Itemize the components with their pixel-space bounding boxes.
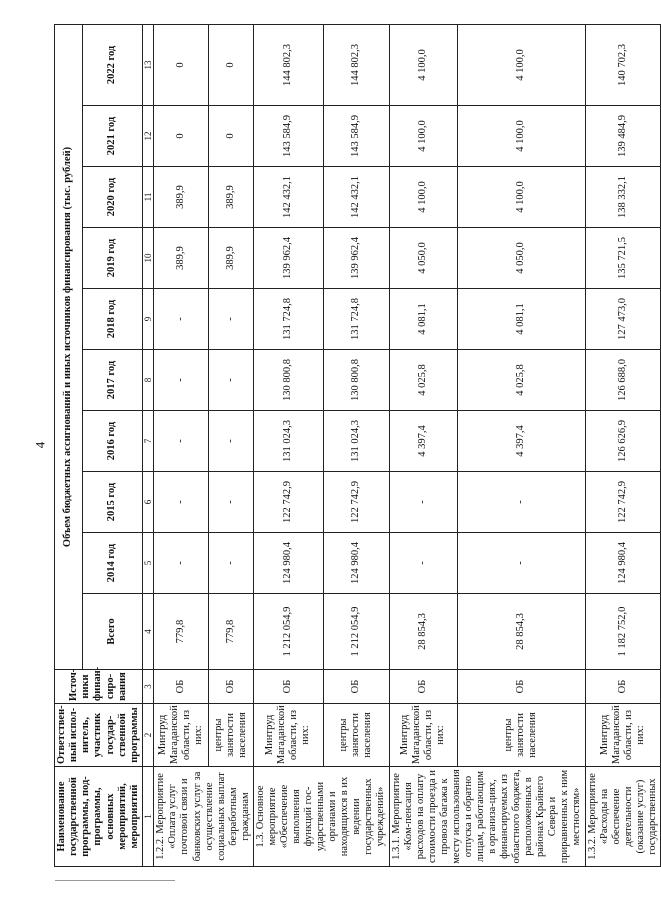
measure-name: 1.2.2. Мероприятие «Оплата услуг почтовой связи и банковских услуг за осуществление социальных выплат безработным гражданам xyxy=(154,767,254,867)
column-number: 9 xyxy=(143,289,154,350)
funding-table xyxy=(54,24,661,867)
value-cell: 0 xyxy=(209,106,254,167)
measure-name: 1.3. Основное мероприятие «Обеспечение выполнения функций гос-ударственными органами и находящихся в их ведении государственных учреждений» xyxy=(253,767,389,867)
column-number: 10 xyxy=(143,228,154,289)
value-cell: 779,8 xyxy=(154,594,209,670)
header-year: 2014 год xyxy=(83,533,143,594)
column-number: 3 xyxy=(143,670,154,704)
value-cell: 4 100,0 xyxy=(389,24,458,105)
column-number: 5 xyxy=(143,533,154,594)
header-year: 2015 год xyxy=(83,472,143,533)
value-cell: 0 xyxy=(154,24,209,105)
value-cell: 4 100,0 xyxy=(458,167,585,228)
header-year: 2020 год xyxy=(83,167,143,228)
value-cell: 28 854,3 xyxy=(389,594,458,670)
value-cell: 144 802,3 xyxy=(323,24,389,105)
value-cell: 4 050,0 xyxy=(458,228,585,289)
header-year: 2017 год xyxy=(83,350,143,411)
value-cell: 1 182 752,0 xyxy=(585,594,660,670)
header-year: 2016 год xyxy=(83,411,143,472)
value-cell: 4 025,8 xyxy=(458,350,585,411)
value-cell: 389,9 xyxy=(209,167,254,228)
value-cell: 122 742,9 xyxy=(253,472,323,533)
value-cell: 1 212 054,9 xyxy=(323,594,389,670)
column-number: 4 xyxy=(143,594,154,670)
value-cell: 4 100,0 xyxy=(389,167,458,228)
value-cell: - xyxy=(209,289,254,350)
value-cell: - xyxy=(209,472,254,533)
value-cell: 28 854,3 xyxy=(458,594,585,670)
value-cell: 124 980,4 xyxy=(253,533,323,594)
value-cell: - xyxy=(154,472,209,533)
value-cell: 143 584,9 xyxy=(253,106,323,167)
value-cell: 144 802,3 xyxy=(253,24,323,105)
header-funding-group: Объем бюджетных ассигнований и иных источников финансирования (тыс. рублей) xyxy=(55,24,83,669)
value-cell: 131 724,8 xyxy=(253,289,323,350)
page-number: 4 xyxy=(32,441,48,449)
value-cell: 140 702,3 xyxy=(585,24,660,105)
value-cell: 131 024,3 xyxy=(323,411,389,472)
value-cell: 139 962,4 xyxy=(253,228,323,289)
column-number: 6 xyxy=(143,472,154,533)
header-year: Всего xyxy=(83,594,143,670)
header-year: 2022 год xyxy=(83,24,143,105)
table-row xyxy=(585,24,660,866)
scan-artifact-line xyxy=(55,880,175,881)
source: ОБ xyxy=(389,670,458,704)
value-cell: 135 721,5 xyxy=(585,228,660,289)
value-cell: - xyxy=(389,533,458,594)
source: ОБ xyxy=(458,670,585,704)
table-row xyxy=(458,24,585,866)
value-cell: - xyxy=(154,350,209,411)
column-number: 7 xyxy=(143,411,154,472)
value-cell: 122 742,9 xyxy=(585,472,660,533)
measure-name: 1.3.1. Мероприятие «Ком-пенсация расходов на оплату стоимости проезда и провоза багажа к месту использования отпуска и обратно лицам, работающим в организа-циях, финансируемых из областного бюджета, расположенных в районах Крайнего Севера и приравненных к ним местностям» xyxy=(389,767,585,867)
value-cell: 4 100,0 xyxy=(458,24,585,105)
value-cell: 779,8 xyxy=(209,594,254,670)
value-cell: 139 484,9 xyxy=(585,106,660,167)
value-cell: 130 800,8 xyxy=(323,350,389,411)
value-cell: 130 800,8 xyxy=(253,350,323,411)
value-cell: 389,9 xyxy=(154,228,209,289)
source: ОБ xyxy=(585,670,660,704)
value-cell: 131 724,8 xyxy=(323,289,389,350)
value-cell: - xyxy=(154,289,209,350)
measure-name: 1.3.2. Мероприятие «Расходы на обеспечение деятельности (оказание услуг) государственных xyxy=(585,767,660,867)
responsible: центры занятости населения xyxy=(458,704,585,767)
value-cell: 142 432,1 xyxy=(323,167,389,228)
value-cell: - xyxy=(154,411,209,472)
column-number: 13 xyxy=(143,24,154,105)
responsible: центры занятости населения xyxy=(209,704,254,767)
column-number: 2 xyxy=(143,704,154,767)
header-year: 2019 год xyxy=(83,228,143,289)
table-row xyxy=(323,24,389,866)
value-cell: - xyxy=(458,472,585,533)
rotated-page xyxy=(54,25,658,867)
value-cell: 124 980,4 xyxy=(323,533,389,594)
value-cell: 4 100,0 xyxy=(389,106,458,167)
value-cell: 0 xyxy=(209,24,254,105)
responsible: Минтруд Магаданской области, из них: xyxy=(253,704,323,767)
value-cell: 124 980,4 xyxy=(585,533,660,594)
header-year: 2018 год xyxy=(83,289,143,350)
value-cell: - xyxy=(154,533,209,594)
responsible: Минтруд Магаданской области, из них: xyxy=(389,704,458,767)
value-cell: 4 081,1 xyxy=(389,289,458,350)
source: ОБ xyxy=(209,670,254,704)
source: ОБ xyxy=(323,670,389,704)
table-row xyxy=(154,24,209,866)
column-number: 8 xyxy=(143,350,154,411)
value-cell: 1 212 054,9 xyxy=(253,594,323,670)
value-cell: 122 742,9 xyxy=(323,472,389,533)
value-cell: - xyxy=(209,533,254,594)
header-name: Наименование государственной программы, под-программы, основных мероприятий, мероприятий xyxy=(55,767,143,867)
value-cell: 138 332,1 xyxy=(585,167,660,228)
value-cell: - xyxy=(458,533,585,594)
value-cell: 4 025,8 xyxy=(389,350,458,411)
value-cell: 389,9 xyxy=(209,228,254,289)
column-numbers-row xyxy=(143,24,154,866)
value-cell: 139 962,4 xyxy=(323,228,389,289)
value-cell: 4 397,4 xyxy=(389,411,458,472)
value-cell: 126 626,9 xyxy=(585,411,660,472)
column-number: 12 xyxy=(143,106,154,167)
responsible: Минтруд Магаданской области, из них: xyxy=(154,704,209,767)
responsible: Минтруд Магаданской области, из них: xyxy=(585,704,660,767)
column-number: 11 xyxy=(143,167,154,228)
value-cell: - xyxy=(389,472,458,533)
value-cell: - xyxy=(209,350,254,411)
responsible: центры занятости населения xyxy=(323,704,389,767)
value-cell: 0 xyxy=(154,106,209,167)
value-cell: 4 397,4 xyxy=(458,411,585,472)
value-cell: 4 100,0 xyxy=(458,106,585,167)
table-row xyxy=(209,24,254,866)
header-year: 2021 год xyxy=(83,106,143,167)
header-source: Источ-ники финан-сиро-вания xyxy=(55,670,143,704)
value-cell: 131 024,3 xyxy=(253,411,323,472)
header-responsible: Ответствен-ный испол-нитель, участник государ-ственной программы xyxy=(55,704,143,767)
column-number: 1 xyxy=(143,767,154,867)
table-row xyxy=(389,24,458,866)
value-cell: 126 688,0 xyxy=(585,350,660,411)
source: ОБ xyxy=(154,670,209,704)
value-cell: 142 432,1 xyxy=(253,167,323,228)
value-cell: 4 050,0 xyxy=(389,228,458,289)
source: ОБ xyxy=(253,670,323,704)
value-cell: 143 584,9 xyxy=(323,106,389,167)
value-cell: 389,9 xyxy=(154,167,209,228)
value-cell: 4 081,1 xyxy=(458,289,585,350)
value-cell: 127 473,0 xyxy=(585,289,660,350)
value-cell: - xyxy=(209,411,254,472)
table-row xyxy=(253,24,323,866)
